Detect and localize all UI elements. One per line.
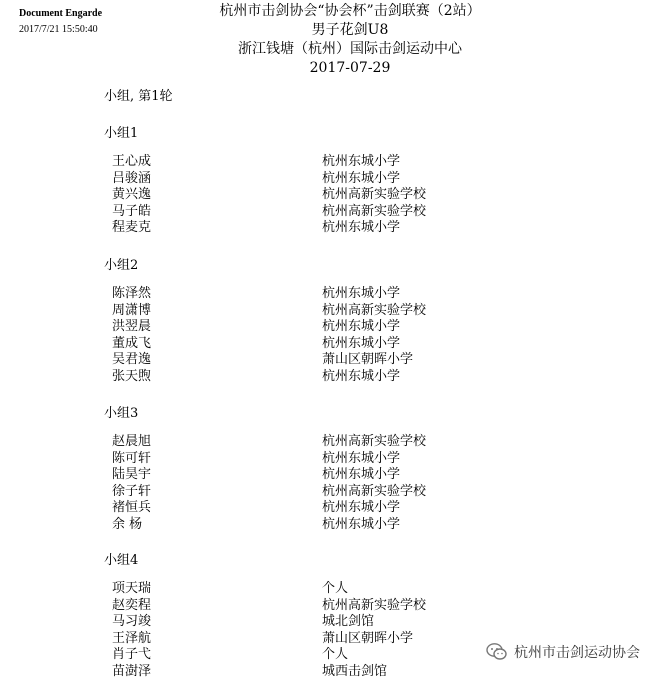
pool-title: 小组1 — [104, 126, 139, 141]
watermark-text: 杭州市击剑运动协会 — [514, 645, 640, 661]
fencer-club: 萧山区朝晖小学 — [322, 352, 414, 367]
fencer-club: 杭州东城小学 — [322, 170, 401, 186]
fencer-row — [112, 663, 532, 680]
fencer-club: 杭州东城小学 — [322, 467, 401, 482]
fencer-row — [112, 580, 532, 597]
fencer-row — [112, 466, 532, 483]
fencer-row — [112, 285, 532, 302]
fencer-name: 马习竣 — [112, 614, 152, 629]
fencer-club: 个人 — [322, 581, 349, 596]
fencer-row — [112, 368, 532, 385]
fencer-club: 杭州东城小学 — [322, 154, 401, 169]
fencer-club: 杭州东城小学 — [322, 450, 401, 466]
fencer-row — [112, 516, 532, 533]
fencer-club: 城西击剑馆 — [322, 663, 388, 679]
fencer-club: 杭州东城小学 — [322, 516, 401, 532]
fencer-club: 城北剑馆 — [322, 614, 375, 629]
fencer-row — [112, 483, 532, 500]
pool-title: 小组2 — [104, 258, 139, 273]
fencer-name: 赵奕程 — [112, 597, 152, 613]
app-name: Document Engarde — [19, 8, 103, 19]
fencer-club: 杭州东城小学 — [322, 500, 401, 515]
watermark — [486, 642, 640, 662]
fencer-row — [112, 219, 532, 236]
round-label: 小组, 第1轮 — [104, 89, 173, 104]
fencer-row — [112, 351, 532, 368]
fencer-club: 个人 — [322, 647, 349, 662]
fencer-row — [112, 597, 532, 614]
fencer-row — [112, 613, 532, 630]
fencer-name: 王泽航 — [112, 630, 152, 646]
fencer-club: 杭州高新实验学校 — [322, 203, 427, 219]
event-date: 2017-07-29 — [309, 60, 391, 76]
fencer-name: 马子皓 — [112, 203, 152, 219]
page-title: 杭州市击剑协会“协会杯”击剑联赛（2站） — [219, 3, 481, 19]
fencer-row — [112, 450, 532, 467]
pool-title: 小组4 — [104, 553, 139, 568]
document-header — [0, 2, 660, 78]
fencer-club: 杭州高新实验学校 — [322, 187, 427, 202]
fencer-name: 肖子弋 — [112, 647, 152, 662]
fencer-club: 杭州东城小学 — [322, 319, 401, 334]
fencer-club: 杭州高新实验学校 — [322, 483, 427, 499]
fencer-row — [112, 186, 532, 203]
fencer-row — [112, 302, 532, 319]
fencer-row — [112, 499, 532, 516]
fencer-row — [112, 630, 532, 647]
event-name: 男子花剑U8 — [311, 22, 389, 38]
fencer-row — [112, 646, 532, 663]
fencer-row — [112, 318, 532, 335]
fencer-row — [112, 335, 532, 352]
fencer-name: 苗澍泽 — [112, 663, 152, 679]
fencer-name: 陈可轩 — [112, 450, 152, 466]
fencer-club: 杭州高新实验学校 — [322, 597, 427, 613]
fencer-club: 杭州东城小学 — [322, 335, 401, 351]
fencer-row — [112, 203, 532, 220]
fencer-name: 吕骏涵 — [112, 170, 152, 186]
fencer-name: 周潇博 — [112, 302, 152, 318]
fencer-name: 赵晨旭 — [112, 434, 152, 449]
pool-title: 小组3 — [104, 406, 139, 421]
fencer-name: 余 杨 — [112, 516, 143, 532]
fencer-name: 徐子轩 — [112, 483, 152, 499]
fencer-club: 杭州东城小学 — [322, 286, 401, 301]
fencer-name: 陈泽然 — [112, 286, 152, 301]
fencer-club: 杭州东城小学 — [322, 220, 401, 235]
fencer-name: 程麦克 — [112, 220, 152, 235]
fencer-club: 杭州高新实验学校 — [322, 302, 427, 318]
fencer-name: 陆昊宇 — [112, 467, 152, 482]
fencer-name: 项天瑞 — [112, 581, 152, 596]
fencer-name: 吴君逸 — [112, 352, 152, 367]
fencer-name: 褚恒兵 — [112, 500, 152, 515]
fencer-name: 张天煦 — [112, 368, 152, 384]
print-timestamp: 2017/7/21 15:50:40 — [19, 24, 98, 35]
fencer-row — [112, 433, 532, 450]
fencer-name: 黄兴逸 — [112, 187, 152, 202]
wechat-icon — [486, 642, 508, 662]
fencer-club: 萧山区朝晖小学 — [322, 630, 414, 646]
fencer-row — [112, 153, 532, 170]
venue: 浙江钱塘（杭州）国际击剑运动中心 — [238, 41, 462, 57]
fencer-club: 杭州高新实验学校 — [322, 434, 427, 449]
fencer-club: 杭州东城小学 — [322, 368, 401, 384]
fencer-row — [112, 170, 532, 187]
fencer-name: 董成飞 — [112, 335, 152, 351]
fencer-name: 王心成 — [112, 154, 152, 169]
fencer-name: 洪翌晨 — [112, 319, 152, 334]
